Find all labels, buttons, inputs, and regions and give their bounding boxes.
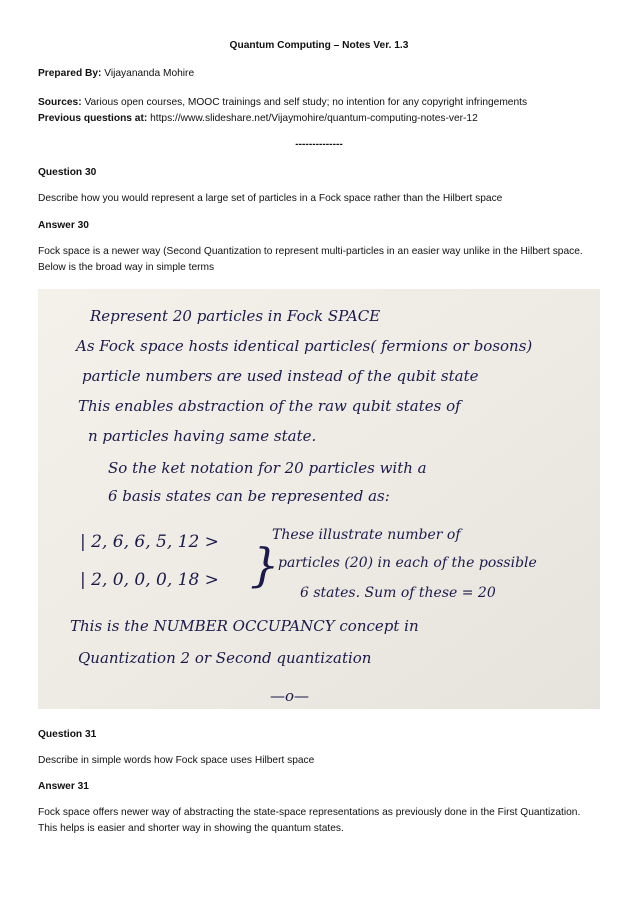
end-mark: —o— (270, 687, 310, 705)
question-31-text: Describe in simple words how Fock space uses Hilbert space (38, 755, 315, 766)
note-line-1: Represent 20 particles in Fock SPACE (90, 307, 381, 325)
separator: -------------- (295, 139, 343, 150)
question-30-heading: Question 30 (38, 167, 97, 178)
note-side-3: 6 states. Sum of these = 20 (300, 585, 496, 601)
note-line-4: This enables abstraction of the raw qubit states of (78, 397, 461, 415)
page-title: Quantum Computing – Notes Ver. 1.3 (229, 40, 409, 51)
sources-line (38, 95, 527, 111)
prepared-by-value: Vijayananda Mohire (101, 68, 195, 79)
ket-notation-1: | 2, 6, 6, 5, 12 > (80, 532, 219, 552)
previous-questions-label: Previous questions at: (38, 113, 148, 124)
note-line-5: n particles having same state. (88, 427, 317, 445)
note-line-7: 6 basis states can be represented as: (108, 487, 390, 505)
answer-30-heading: Answer 30 (38, 220, 89, 231)
note-line-2: As Fock space hosts identical particles( fermions or bosons) (76, 337, 533, 355)
prepared-by-line (38, 66, 194, 82)
note-line-3: particle numbers are used instead of the qubit state (82, 367, 479, 385)
sources-value: Various open courses, MOOC trainings and self study; no intention for any copyright infringements (81, 97, 528, 108)
note-side-2: particles (20) in each of the possible (278, 555, 537, 571)
answer-30-text: Fock space is a newer way (Second Quantization to represent multi-particles in an easier way unlike in the Hilbert space. Below is the broad way in simple terms (38, 246, 583, 273)
ket-notation-2: | 2, 0, 0, 0, 18 > (80, 570, 219, 590)
note-side-1: These illustrate number of (272, 527, 461, 543)
question-30-text: Describe how you would represent a large set of particles in a Fock space rather than the Hilbert space (38, 193, 503, 204)
brace: } (250, 538, 280, 592)
answer-31-text: Fock space offers newer way of abstracting the state-space representations as previously done in the First Quantization. This helps is easier and shorter way in showing the quantum states. (38, 807, 581, 834)
previous-questions-line (38, 111, 478, 127)
sources-label: Sources: (38, 97, 82, 108)
prepared-by-label: Prepared By: (38, 68, 102, 79)
question-31-heading: Question 31 (38, 729, 97, 740)
note-line-9: Quantization 2 or Second quantization (78, 649, 372, 667)
handwritten-notes-image (38, 289, 600, 709)
previous-questions-link[interactable]: https://www.slideshare.net/Vijaymohire/quantum-computing-notes-ver-12 (147, 113, 478, 124)
note-line-8: This is the NUMBER OCCUPANCY concept in (70, 617, 419, 635)
note-line-6: So the ket notation for 20 particles with a (108, 459, 427, 477)
answer-31-heading: Answer 31 (38, 781, 89, 792)
